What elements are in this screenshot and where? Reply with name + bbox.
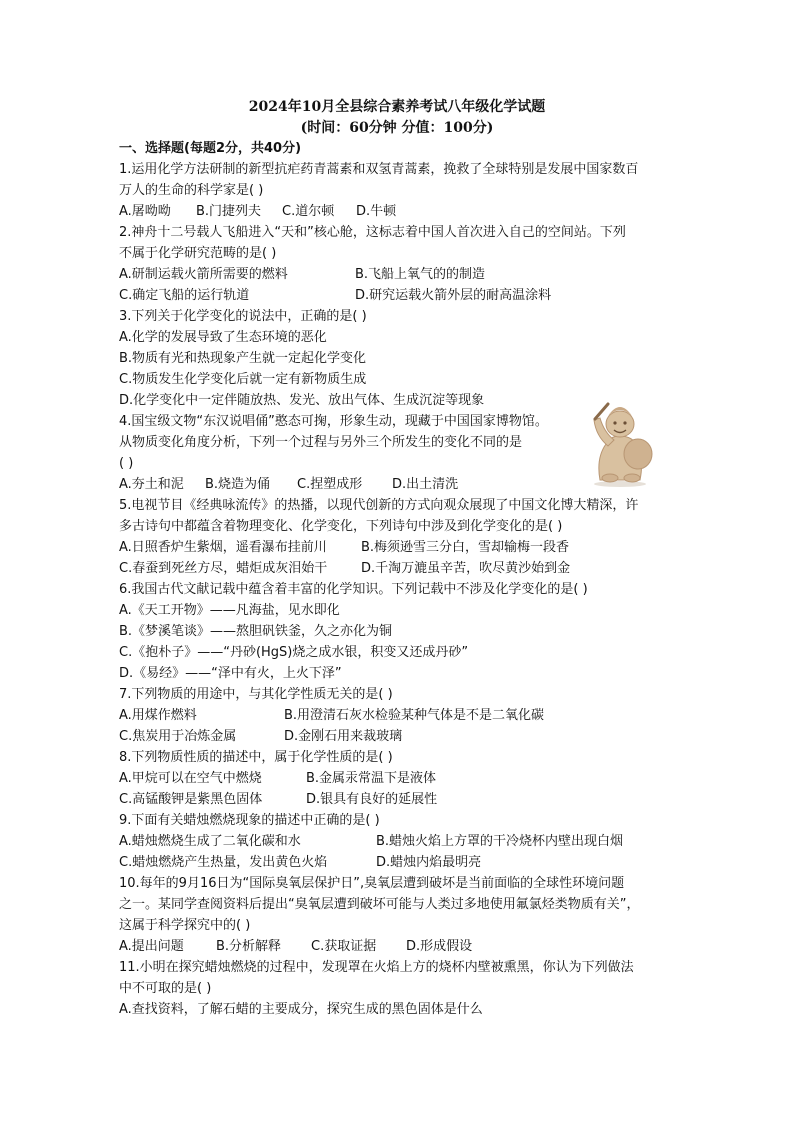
question-11-stem: 中不可取的是( ) bbox=[119, 981, 212, 996]
option-b: B.物质有光和热现象产生就一定起化学变化 bbox=[119, 351, 367, 366]
question-10-stem: 之一。某同学查阅资料后提出“臭氧层遭到破坏可能与人类过多地使用氟氯烃类物质有关”， bbox=[119, 897, 640, 912]
option-d: D.出土清洗 bbox=[392, 477, 459, 492]
question-4-stem: 4.国宝级文物“东汉说唱俑”憨态可掬，形象生动，现藏于中国国家博物馆。 bbox=[119, 414, 548, 429]
question-10-stem: 这属于科学探究中的( ) bbox=[119, 918, 251, 933]
option-c: C.春蚕到死丝方尽，蜡炬成灰泪始干 bbox=[119, 561, 328, 576]
option-c: C.蜡烛燃烧产生热量，发出黄色火焰 bbox=[119, 855, 328, 870]
section-heading: 一、选择题(每题2分，共40分) bbox=[119, 141, 302, 156]
option-c: C.高锰酸钾是紫黑色固体 bbox=[119, 792, 263, 807]
question-10-stem: 10.每年的9月16日为“国际臭氧层保护日”,臭氧层遭到破坏是当前面临的全球性环境问题 bbox=[119, 876, 625, 891]
question-5-stem: 5.电视节目《经典咏流传》的热播，以现代创新的方式向观众展现了中国文化博大精深，许 bbox=[119, 498, 639, 513]
question-8-stem: 8.下列物质性质的描述中，属于化学性质的是( ) bbox=[119, 750, 393, 765]
option-d: D.研究运载火箭外层的耐高温涂料 bbox=[355, 288, 552, 303]
option-b: B.梅须逊雪三分白，雪却输梅一段香 bbox=[361, 540, 570, 555]
option-d: D.银具有良好的延展性 bbox=[306, 792, 438, 807]
option-b: B.用澄清石灰水检验某种气体是不是二氧化碳 bbox=[284, 708, 545, 723]
option-b: B.《梦溪笔谈》——熬胆矾铁釜，久之亦化为铜 bbox=[119, 624, 393, 639]
option-a: A.屠呦呦 bbox=[119, 204, 171, 219]
option-a: A.提出问题 bbox=[119, 939, 184, 954]
question-1-stem: 万人的生命的科学家是( ) bbox=[119, 183, 264, 198]
option-a: A.《天工开物》——凡海盐，见水即化 bbox=[119, 603, 340, 618]
option-a: A.蜡烛燃烧生成了二氧化碳和水 bbox=[119, 834, 301, 849]
option-c: C.确定飞船的运行轨道 bbox=[119, 288, 250, 303]
option-a: A.夯土和泥 bbox=[119, 477, 184, 492]
option-b: B.金属汞常温下是液体 bbox=[306, 771, 437, 786]
option-b: B.蜡烛火焰上方罩的干冷烧杯内壁出现白烟 bbox=[376, 834, 624, 849]
figurine-drawing bbox=[586, 380, 660, 488]
option-a: A.化学的发展导致了生态环境的恶化 bbox=[119, 330, 327, 345]
option-c: C.《抱朴子》——“丹砂(HgS)烧之成水银，积变又还成丹砂” bbox=[119, 645, 469, 660]
option-c: C.获取证据 bbox=[311, 939, 377, 954]
option-d: D.千淘万漉虽辛苦，吹尽黄沙始到金 bbox=[361, 561, 571, 576]
option-d: D.形成假设 bbox=[406, 939, 473, 954]
option-a: A.日照香炉生紫烟，遥看瀑布挂前川 bbox=[119, 540, 327, 555]
question-9-stem: 9.下面有关蜡烛燃烧现象的描述中正确的是( ) bbox=[119, 813, 380, 828]
option-b: B.门捷列夫 bbox=[196, 204, 262, 219]
question-4-stem: ( ) bbox=[119, 456, 134, 471]
question-3-stem: 3.下列关于化学变化的说法中，正确的是( ) bbox=[119, 309, 367, 324]
question-7-stem: 7.下列物质的用途中，与其化学性质无关的是( ) bbox=[119, 687, 393, 702]
question-11-stem: 11.小明在探究蜡烛燃烧的过程中，发现罩在火焰上方的烧杯内壁被熏黑，你认为下列做法 bbox=[119, 960, 634, 975]
option-a: A.甲烷可以在空气中燃烧 bbox=[119, 771, 262, 786]
question-4-stem: 从物质变化角度分析，下列一个过程与另外三个所发生的变化不同的是 bbox=[119, 435, 523, 450]
exam-title: 2024年10月全县综合素养考试八年级化学试题 bbox=[248, 99, 546, 115]
option-d: D.《易经》——“泽中有火，上火下泽” bbox=[119, 666, 342, 681]
question-2-stem: 2.神舟十二号载人飞船进入“天和”核心舱，这标志着中国人首次进入自己的空间站。下列 bbox=[119, 225, 626, 240]
option-d: D.化学变化中一定伴随放热、发光、放出气体、生成沉淀等现象 bbox=[119, 393, 485, 408]
exam-subtitle: (时间：60分钟 分值：100分) bbox=[300, 120, 494, 136]
question-5-stem: 多古诗句中都蕴含着物理变化、化学变化，下列诗句中涉及到化学变化的是( ) bbox=[119, 519, 563, 534]
option-a: A.用煤作燃料 bbox=[119, 708, 197, 723]
option-a: A.查找资料，了解石蜡的主要成分，探究生成的黑色固体是什么 bbox=[119, 1002, 483, 1017]
option-c: C.道尔顿 bbox=[282, 204, 335, 219]
option-d: D.牛顿 bbox=[356, 204, 397, 219]
option-d: D.蜡烛内焰最明亮 bbox=[376, 855, 482, 870]
question-1-stem: 1.运用化学方法研制的新型抗疟药青蒿素和双氢青蒿素，挽救了全球特别是发展中国家数百 bbox=[119, 162, 639, 177]
option-b: B.烧造为俑 bbox=[205, 477, 271, 492]
option-b: B.飞船上氧气的的制造 bbox=[355, 267, 486, 282]
option-c: C.物质发生化学变化后就一定有新物质生成 bbox=[119, 372, 367, 387]
option-a: A.研制运载火箭所需要的燃料 bbox=[119, 267, 288, 282]
option-c: C.捏塑成形 bbox=[297, 477, 363, 492]
question-6-stem: 6.我国古代文献记载中蕴含着丰富的化学知识。下列记载中不涉及化学变化的是( ) bbox=[119, 582, 588, 597]
storyteller-figurine-image bbox=[586, 380, 660, 488]
option-c: C.焦炭用于冶炼金属 bbox=[119, 729, 237, 744]
question-2-stem: 不属于化学研究范畴的是( ) bbox=[119, 246, 277, 261]
option-d: D.金刚石用来裁玻璃 bbox=[284, 729, 403, 744]
option-b: B.分析解释 bbox=[216, 939, 282, 954]
